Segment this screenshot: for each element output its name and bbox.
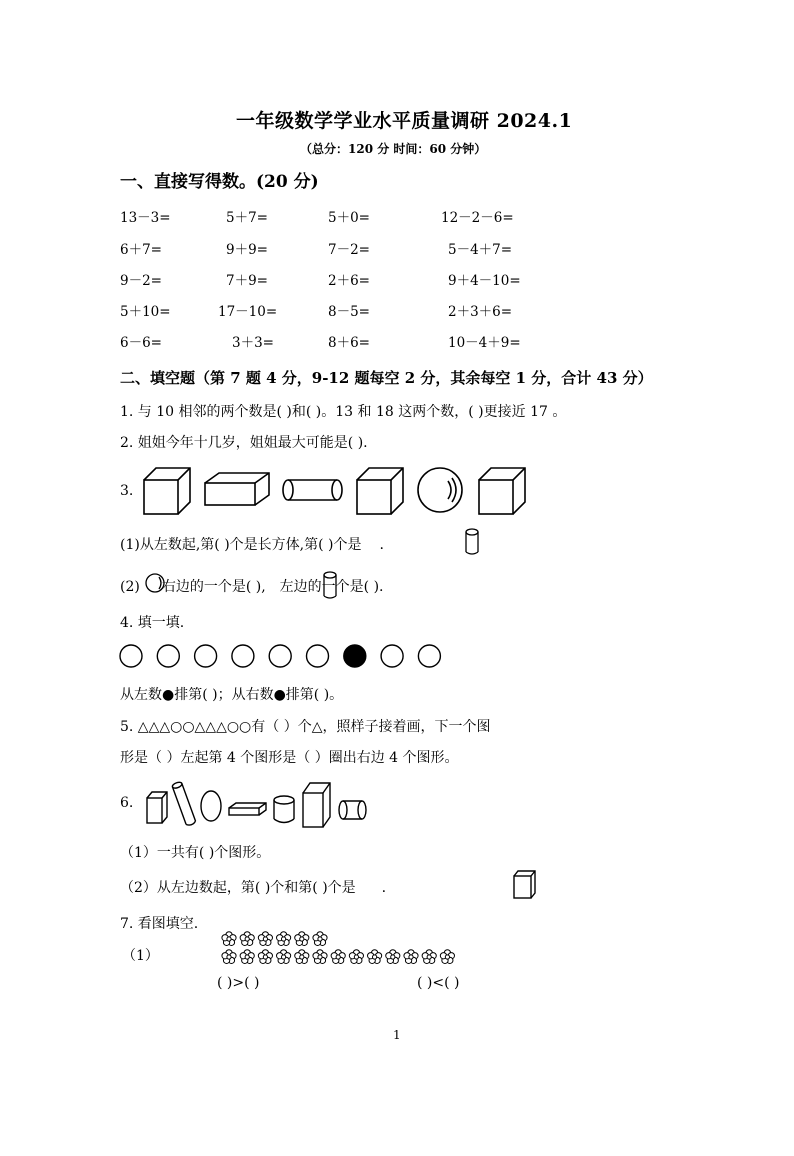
page-title: 一年级数学学业水平质量调研 2024.1 [236,110,573,132]
problem-r4c1: 5＋10= [120,304,171,320]
flower-icon [277,932,291,946]
problem-r4c3: 8－5= [328,304,370,320]
question-5-line2: 形是（ ）左起第 4 个图形是（ ）圈出右边 4 个图形。 [120,750,459,766]
question-7-blank-right: ( )<( ) [417,975,460,991]
problem-r5c1: 6－6= [120,335,162,351]
problem-r1c3: 5＋0= [328,210,370,226]
problem-r3c4: 9＋4－10= [448,273,521,289]
flower-icon [222,932,236,946]
section2-heading: 二、填空题（第 7 题 4 分，9-12 题每空 2 分，其余每空 1 分，合计 43 分） [120,369,653,387]
flower-icon [349,950,363,964]
page-subtitle: （总分：120 分 时间：60 分钟） [300,142,487,156]
flower-icon [404,950,418,964]
question-3-part2: (2) 右边的一个是( ), 左边的一个是( ). [120,579,384,595]
problem-r2c1: 6＋7= [120,242,162,258]
question-5-line1: 5. △△△○○△△△○○有（ ）个△，照样子接着画，下一个图 [120,719,491,735]
problem-r1c1: 13－3= [120,210,171,226]
flower-icon [313,932,327,946]
problem-r2c3: 7－2= [328,242,370,258]
problem-r3c1: 9－2= [120,273,162,289]
question-7-sub: （1） [122,948,159,964]
flower-icon [240,950,254,964]
question-6-part1: （1）一共有( )个图形。 [120,845,271,861]
flower-icon [277,950,291,964]
flower-icon [222,950,236,964]
page-number: 1 [393,1028,401,1042]
problem-r5c2: 3＋3= [232,335,274,351]
flower-icon [386,950,400,964]
question-7-label: 7. 看图填空. [120,916,199,932]
problem-r5c3: 8＋6= [328,335,370,351]
question-3-number: 3. [120,483,134,499]
question-2: 2. 姐姐今年十几岁，姐姐最大可能是( ). [120,435,368,451]
problem-r1c2: 5＋7= [226,210,268,226]
flower-icon [295,932,309,946]
problem-r2c2: 9＋9= [226,242,268,258]
problem-r3c3: 2＋6= [328,273,370,289]
flower-icon [258,932,272,946]
flower-icon [422,950,436,964]
flower-icon [240,932,254,946]
problem-r5c4: 10－4＋9= [448,335,521,351]
flower-icon [313,950,327,964]
problem-r1c4: 12－2－6= [441,210,514,226]
flower-icon [368,950,382,964]
question-1: 1. 与 10 相邻的两个数是( )和( )。13 和 18 这两个数，( )更接近 17 。 [120,404,567,420]
question-7-blank-left: ( )>( ) [217,975,260,991]
question-6-part2: （2）从左边数起，第( )个和第( )个是 . [120,880,387,896]
flower-icon [295,950,309,964]
question-4-label: 4. 填一填. [120,615,185,631]
problem-r4c2: 17－10= [218,304,278,320]
problem-r2c4: 5－4＋7= [448,242,513,258]
question-6-number: 6. [120,795,134,811]
flower-icon [440,950,454,964]
flower-icon [258,950,272,964]
section1-heading: 一、直接写得数。(20 分) [120,172,319,192]
problem-r4c4: 2＋3＋6= [448,304,513,320]
question-4-answer: 从左数●排第( )；从右数●排第( )。 [120,687,344,703]
problem-r3c2: 7＋9= [226,273,268,289]
question-3-part1: (1)从左数起,第( )个是长方体,第( )个是 . [120,537,384,553]
flower-icon [331,950,345,964]
